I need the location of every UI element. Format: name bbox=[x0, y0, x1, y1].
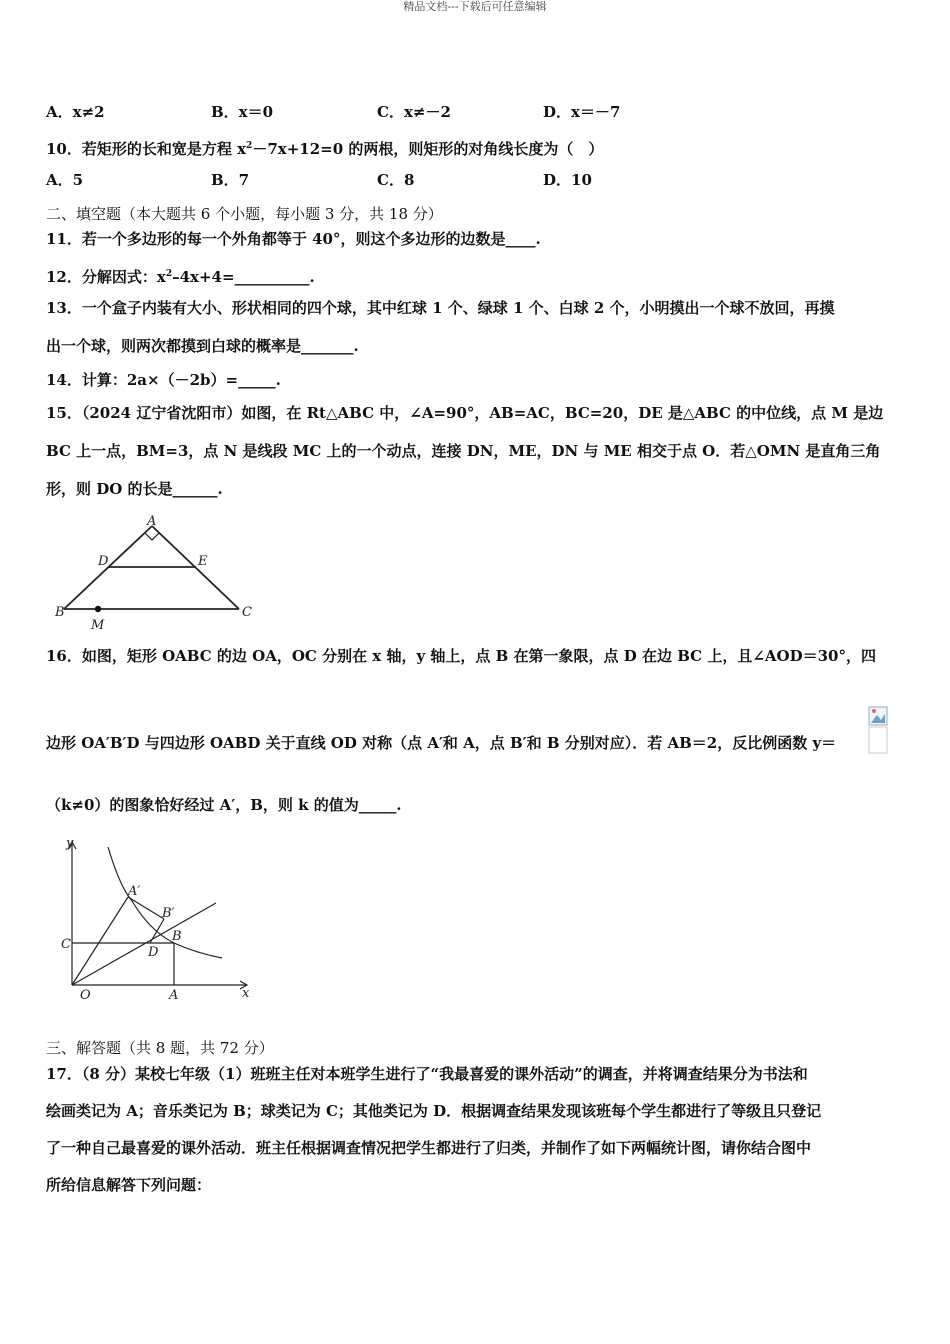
fig16-label-o: O bbox=[80, 988, 91, 1003]
q10-question: 10．若矩形的长和宽是方程 $x^2-7x+12=0$ 的两根，则矩形的对角线长度为（ ） bbox=[46, 140, 604, 158]
broken-image-icon bbox=[868, 706, 888, 754]
q10-option-a: A．5 bbox=[46, 171, 84, 189]
fig16-label-b-prime: B′ bbox=[162, 906, 175, 921]
q15-line-3: 形，则 DO 的长是______. bbox=[46, 480, 223, 498]
q17-line-4: 所给信息解答下列问题： bbox=[46, 1176, 212, 1194]
section-2-heading: 二、填空题（本大题共 6 个小题，每小题 3 分，共 18 分） bbox=[46, 205, 443, 223]
q9-option-d: D．x＝－7 bbox=[543, 103, 621, 121]
fig16-label-x: x bbox=[242, 986, 250, 1001]
fig16-label-a: A bbox=[169, 988, 179, 1003]
q15-line-2: BC 上一点，BM=3，点 N 是线段 MC 上的一个动点，连接 DN，ME，DN 与 ME 相交于点 O．若△OMN 是直角三角 bbox=[46, 442, 881, 460]
q17-line-1: 17．（8 分）某校七年级（1）班班主任对本班学生进行了“我最喜爱的课外活动”的调查，并将调查结果分为书法和 bbox=[46, 1065, 808, 1083]
fig15-label-b: B bbox=[55, 605, 65, 620]
fig16-label-d: D bbox=[148, 945, 159, 960]
q10-option-c: C．8 bbox=[377, 171, 415, 189]
q9-option-c: C．x≠－2 bbox=[377, 103, 451, 121]
q16-coordinate-figure bbox=[46, 835, 256, 1015]
section-3-heading: 三、解答题（共 8 题，共 72 分） bbox=[46, 1039, 274, 1057]
q15-line-1: 15．（2024 辽宁省沈阳市）如图，在 Rt△ABC 中，∠A=90°，AB=AC，BC=20，DE 是△ABC 的中位线，点 M 是边 bbox=[46, 404, 884, 422]
q10-option-d: D．10 bbox=[543, 171, 592, 189]
fig16-label-y: y bbox=[66, 836, 74, 851]
q9-option-b: B．x＝0 bbox=[211, 103, 274, 121]
fig15-label-m: M bbox=[91, 618, 105, 633]
fig15-label-c: C bbox=[242, 605, 252, 620]
q13-line-1: 13．一个盒子内装有大小、形状相同的四个球，其中红球 1 个、绿球 1 个、白球 2 个，小明摸出一个球不放回，再摸 bbox=[46, 299, 835, 317]
q17-line-2: 绘画类记为 A；音乐类记为 B；球类记为 C；其他类记为 D．根据调查结果发现该班每个学生都进行了等级且只登记 bbox=[46, 1102, 822, 1120]
q10-option-b: B．7 bbox=[211, 171, 250, 189]
q16-line-3: （k≠0）的图象恰好经过 A′，B，则 k 的值为_____. bbox=[46, 796, 402, 814]
page-header: 精品文档---下载后可任意编辑 bbox=[403, 0, 547, 13]
q15-triangle-figure bbox=[46, 512, 261, 637]
fig16-label-b: B bbox=[172, 929, 182, 944]
q17-line-3: 了一种自己最喜爱的课外活动．班主任根据调查情况把学生都进行了归类，并制作了如下两幅统计图，请你结合图中 bbox=[46, 1139, 812, 1157]
fig16-label-c: C bbox=[61, 937, 71, 952]
q9-option-a: A．x≠2 bbox=[46, 103, 105, 121]
q11-question: 11．若一个多边形的每一个外角都等于 40°，则这个多边形的边数是____. bbox=[46, 230, 541, 248]
fig15-label-e: E bbox=[198, 554, 208, 569]
q16-line-2: 边形 OA′B′D 与四边形 OABD 关于直线 OD 对称（点 A′和 A，点 B′和 B 分别对应）．若 AB＝2，反比例函数 y＝ bbox=[46, 734, 837, 752]
fig16-label-a-prime: A′ bbox=[128, 884, 141, 899]
fig15-label-d: D bbox=[98, 554, 109, 569]
q14-question: 14．计算：2a×（－2b）=_____. bbox=[46, 371, 281, 389]
fig15-label-a: A bbox=[147, 514, 157, 529]
q12-question: 12．分解因式：$x^2-4x+4=\_\_\_\_\_\_\_\_\_\_$. bbox=[46, 268, 315, 286]
q16-line-1: 16．如图，矩形 OABC 的边 OA，OC 分别在 x 轴，y 轴上，点 B 在第一象限，点 D 在边 BC 上，且∠AOD＝30°，四 bbox=[46, 647, 876, 665]
q13-line-2: 出一个球，则两次都摸到白球的概率是_______. bbox=[46, 337, 359, 355]
